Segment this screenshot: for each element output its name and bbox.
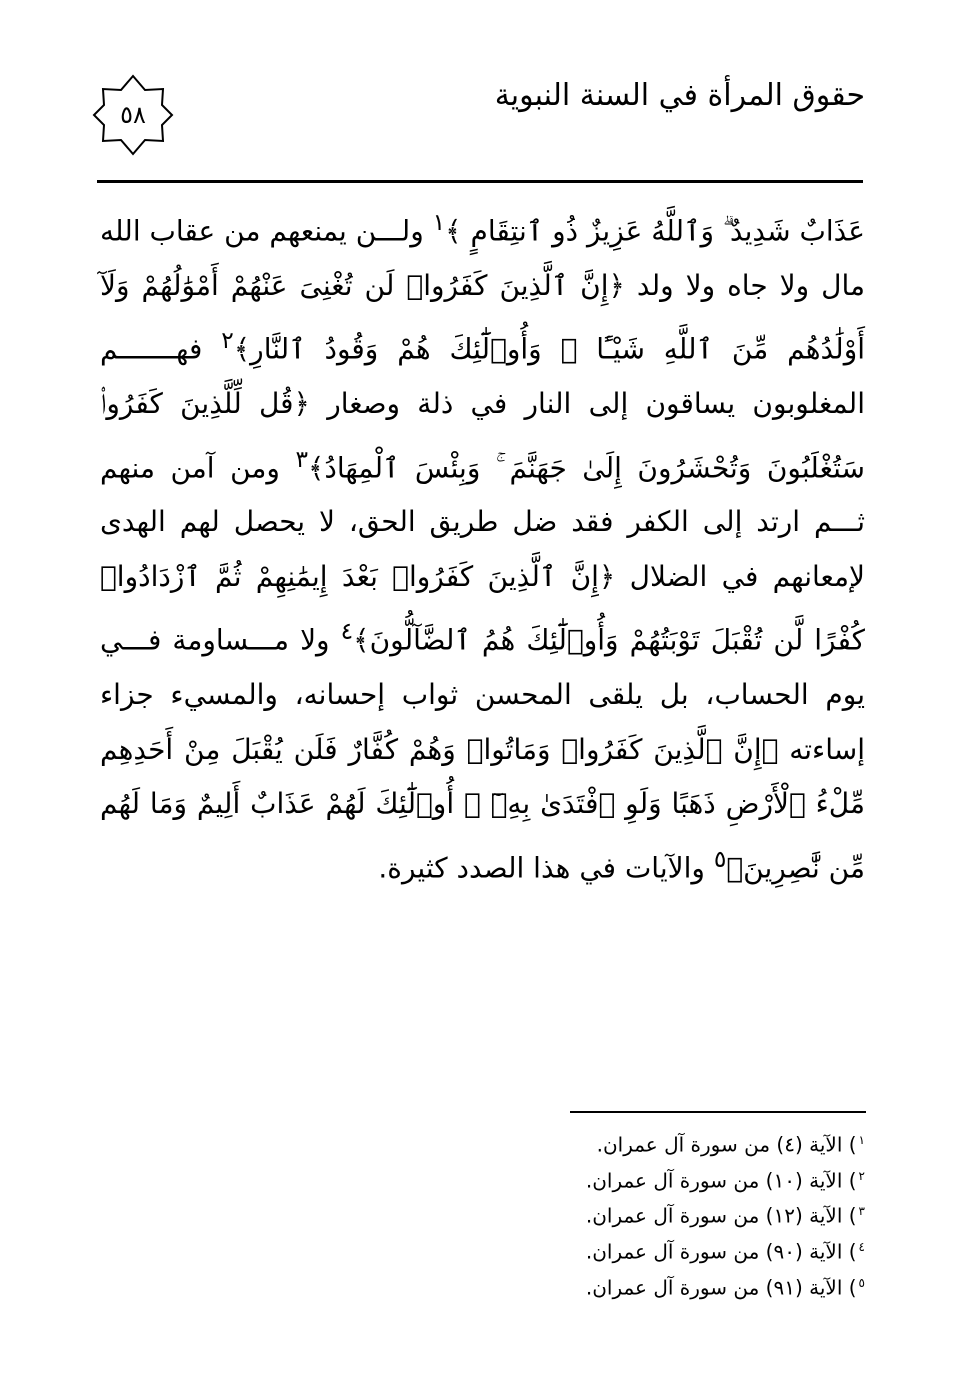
footnote-text: ) الآية (١٢) من سورة آل عمران. <box>585 1203 857 1228</box>
footnote-mark: ٢ <box>858 1168 865 1183</box>
footnotes <box>465 1125 865 1303</box>
footnote-text: ) الآية (٩٠) من سورة آل عمران. <box>585 1239 857 1264</box>
footnote-ref[interactable]: ١ <box>432 208 446 236</box>
footnote-item <box>465 1125 865 1161</box>
footnote-text: ) الآية (٤) من سورة آل عمران. <box>596 1132 857 1157</box>
book-title: حقوق المرأة في السنة النبوية <box>494 78 865 113</box>
main-text <box>100 195 865 896</box>
footnote-item <box>465 1161 865 1197</box>
footnote-item <box>465 1196 865 1232</box>
footnote-ref[interactable]: ٢ <box>221 326 234 355</box>
footnote-mark: ٤ <box>858 1239 865 1254</box>
text-segment: ومن آمن منهم ثـــم ارتد إلى الكفر فقد ضل طريق الحق، لا يحصل لهم الهدى لإمعانهم في الضلال ﴿إِنَّ ٱلَّذِينَ كَفَرُوا۟ بَعْدَ إِيمَٰنِهِمْ ثُمَّ ٱزْدَادُوا۟ كُفْرًا لَّن تُقْبَلَ تَوْبَتُهُمْ وَأُو۟لَٰٓئِكَ هُمُ ٱلضَّآلُّونَ﴾ <box>100 450 865 657</box>
text-segment: فهـــــــم المغلوبون يساقون إلى النار في ذلة وصغار ﴿قُل لِّلَّذِينَ كَفَرُوا۟ سَتُغْلَبُونَ وَتُحْشَرُونَ إِلَىٰ جَهَنَّمَ ۚ وَبِئْسَ ٱلْمِهَادُ﴾ <box>100 332 865 484</box>
footnote-ref[interactable]: ٤ <box>340 617 354 646</box>
paragraph <box>100 195 865 896</box>
header-rule <box>97 180 863 183</box>
text-segment: والآيات في هذا الصدد كثيرة. <box>378 851 714 885</box>
footnote-ref[interactable]: ٥ <box>713 844 727 873</box>
footnote-mark: ١ <box>858 1133 865 1147</box>
quran-verse: عَذَابٌ شَدِيدٌ ۗ وَٱللَّهُ عَزِيزٌ ذُو ٱنتِقَامٍ ﴾ <box>445 214 865 248</box>
footnote-item <box>465 1268 865 1304</box>
footnote-text: ) الآية (١٠) من سورة آل عمران. <box>585 1168 857 1193</box>
footnote-text: ) الآية (٩١) من سورة آل عمران. <box>585 1275 857 1300</box>
footnote-ref[interactable]: ٣ <box>295 444 308 473</box>
text-segment: ولا مـــساومة فـــي يوم الحساب، بل يلقى المحسن ثواب إحسانه، والمسيء جزاء إساءته ﴿إِنَّ ٱلَّذِينَ كَفَرُوا۟ وَمَاتُوا۟ وَهُمْ كُفَّارٌ فَلَن يُقْبَلَ مِنْ أَحَدِهِم مِّلْءُ ٱلْأَرْضِ ذَهَبًا وَلَوِ ٱفْتَدَىٰ بِهِۦٓ ۗ أُو۟لَٰٓئِكَ لَهُمْ عَذَابٌ أَلِيمٌ وَمَا لَهُم مِّن نَّٰصِرِينَ﴾ <box>100 623 865 885</box>
footnote-separator <box>570 1111 866 1113</box>
footnote-item <box>465 1232 865 1268</box>
footnote-mark: ٣ <box>858 1204 865 1219</box>
page-number-badge <box>92 74 174 156</box>
text-segment: ولـــن يمنعهم من عقاب الله مال ولا جاه ولا ولد ﴿إِنَّ ٱلَّذِينَ كَفَرُوا۟ لَن تُغْنِىَ عَنْهُمْ أَمْوَٰلُهُمْ وَلَآ أَوْلَٰدُهُم مِّنَ ٱللَّهِ شَيْـًٔا ۖ وَأُو۟لَٰٓئِكَ هُمْ وَقُودُ ٱلنَّارِ﴾ <box>100 214 865 366</box>
page-number: ٥٨ <box>120 101 146 129</box>
footnote-mark: ٥ <box>858 1275 865 1290</box>
